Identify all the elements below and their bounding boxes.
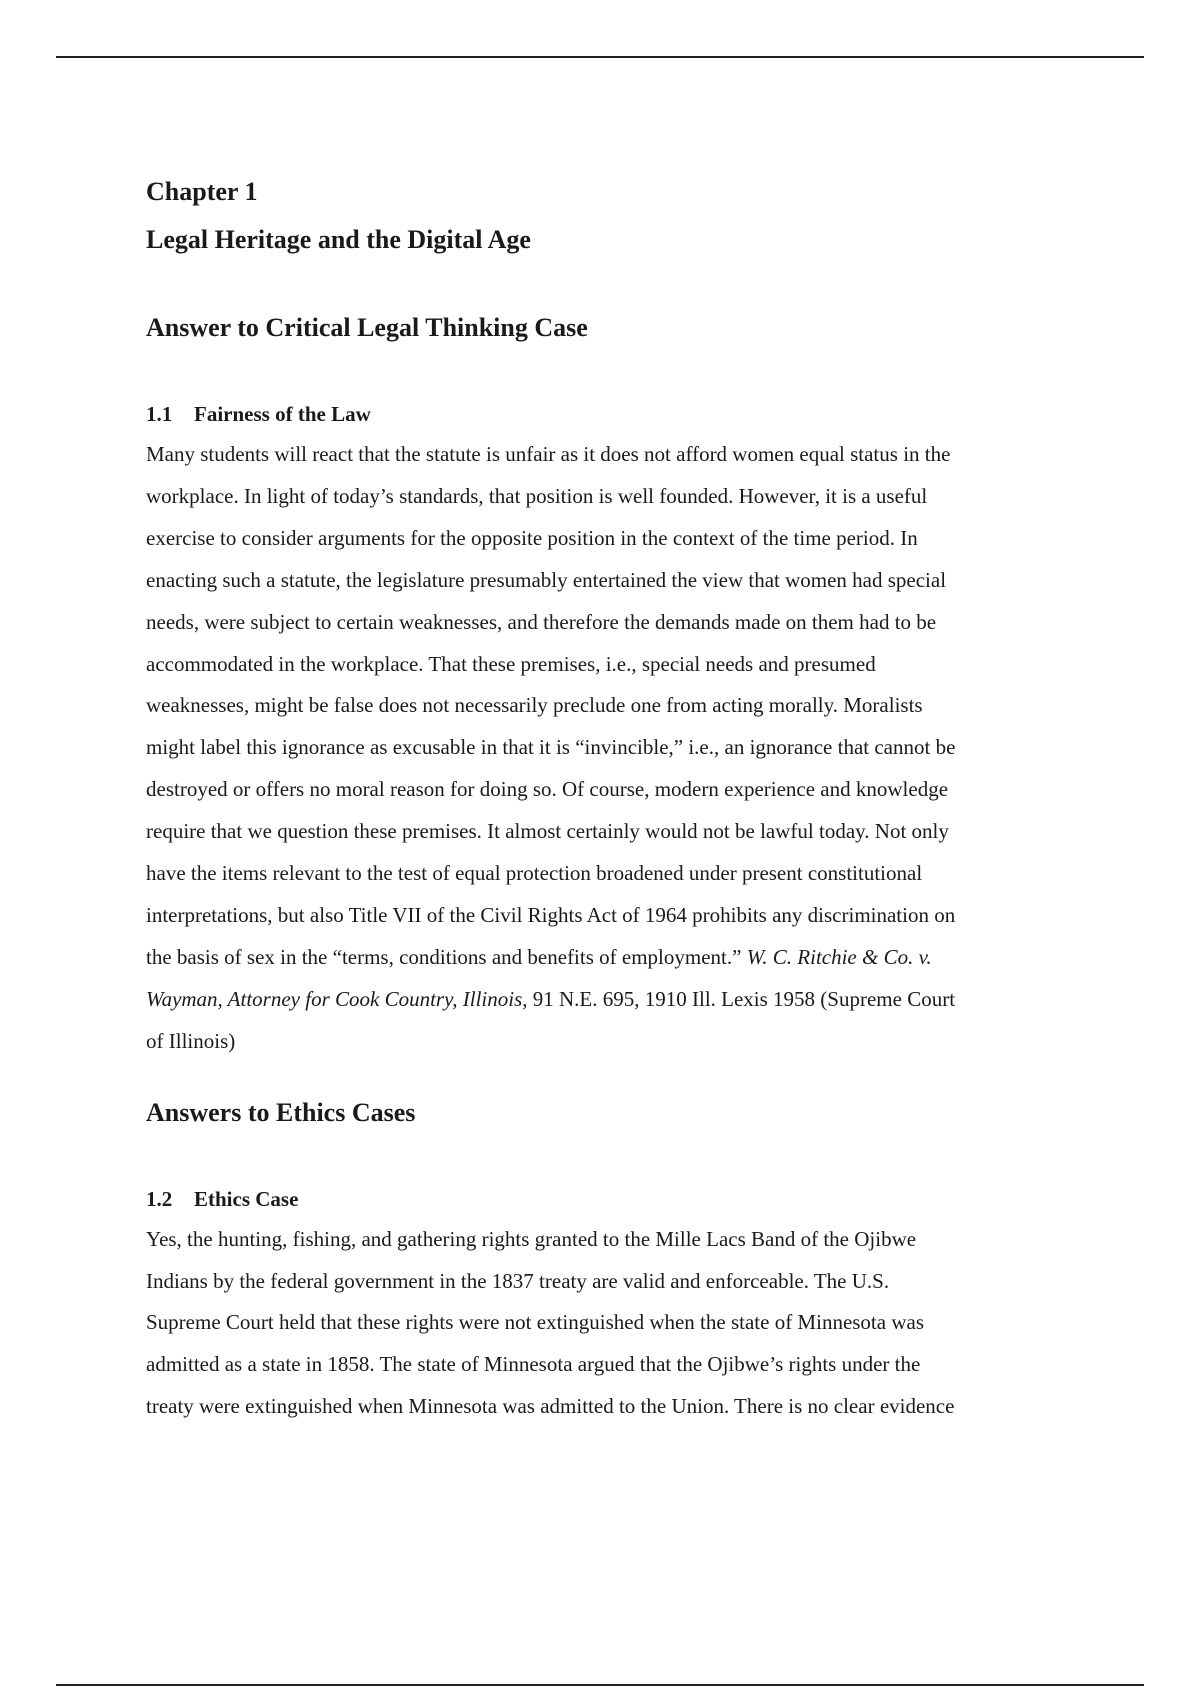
ethics-cases-heading: Answers to Ethics Cases bbox=[146, 1097, 416, 1127]
subheading-number: 1.1 bbox=[146, 402, 173, 426]
paragraph-line: enacting such a statute, the legislature presumably entertained the view that women had special bbox=[146, 567, 947, 592]
line-text: , 91 N.E. 695, 1910 Ill. Lexis 1958 (Supreme Court bbox=[522, 986, 956, 1011]
paragraph-line: Many students will react that the statute is unfair as it does not afford women equal status in the bbox=[146, 442, 951, 466]
paragraph-line bbox=[146, 979, 1101, 1021]
critical-case-heading: Answer to Critical Legal Thinking Case bbox=[146, 313, 588, 342]
paragraph-line: Indians by the federal government in the 1837 treaty are valid and enforceable. The U.S. bbox=[146, 1268, 890, 1293]
case-citation-italic: W. C. Ritchie & Co. v. bbox=[746, 944, 932, 969]
paragraph-line: workplace. In light of today’s standards, that position is well founded. However, it is a useful bbox=[146, 483, 928, 508]
critical-case-paragraph bbox=[146, 434, 1101, 1063]
paragraph-line: might label this ignorance as excusable in that it is “invincible,” i.e., an ignorance that cannot be bbox=[146, 735, 956, 760]
ethics-subheading bbox=[146, 1179, 1101, 1219]
paragraph-line: destroyed or offers no moral reason for doing so. Of course, modern experience and knowledge bbox=[146, 777, 949, 802]
chapter-title: Legal Heritage and the Digital Age bbox=[146, 225, 531, 254]
paragraph-line: require that we question these premises. It almost certainly would not be lawful today. Not only bbox=[146, 819, 949, 844]
chapter-label: Chapter 1 bbox=[146, 177, 258, 206]
paragraph-line: accommodated in the workplace. That these premises, i.e., special needs and presumed bbox=[146, 651, 876, 676]
paragraph-line: Supreme Court held that these rights were not extinguished when the state of Minnesota was bbox=[146, 1310, 924, 1335]
top-rule bbox=[56, 56, 1144, 58]
fairness-subheading bbox=[146, 394, 1101, 434]
paragraph-line bbox=[146, 937, 1101, 979]
line-text: the basis of sex in the “terms, conditions and benefits of employment.” bbox=[146, 944, 747, 969]
subheading-number: 1.2 bbox=[146, 1186, 173, 1211]
subheading-title: Fairness of the Law bbox=[194, 402, 371, 426]
paragraph-line: have the items relevant to the test of equal protection broadened under present constitutional bbox=[146, 861, 923, 886]
ethics-case-paragraph bbox=[146, 1219, 1101, 1429]
subheading-title: Ethics Case bbox=[194, 1186, 299, 1211]
paragraph-line: exercise to consider arguments for the opposite position in the context of the time period. In bbox=[146, 525, 918, 550]
document-body bbox=[146, 168, 1101, 1428]
paragraph-line: needs, were subject to certain weaknesses, and therefore the demands made on them had to be bbox=[146, 609, 937, 634]
paragraph-line: of Illinois) bbox=[146, 1028, 236, 1053]
paragraph-line: interpretations, but also Title VII of the Civil Rights Act of 1964 prohibits any discrimination on bbox=[146, 902, 956, 927]
paragraph-line: treaty were extinguished when Minnesota was admitted to the Union. There is no clear evidence bbox=[146, 1394, 955, 1419]
paragraph-line: Yes, the hunting, fishing, and gathering rights granted to the Mille Lacs Band of the Ojibwe bbox=[146, 1226, 917, 1251]
bottom-rule bbox=[56, 1684, 1144, 1686]
paragraph-line: weaknesses, might be false does not necessarily preclude one from acting morally. Moralists bbox=[146, 693, 923, 718]
paragraph-line: admitted as a state in 1858. The state of Minnesota argued that the Ojibwe’s rights under the bbox=[146, 1352, 921, 1377]
case-citation-italic: Wayman, Attorney for Cook Country, Illinois bbox=[146, 986, 523, 1011]
